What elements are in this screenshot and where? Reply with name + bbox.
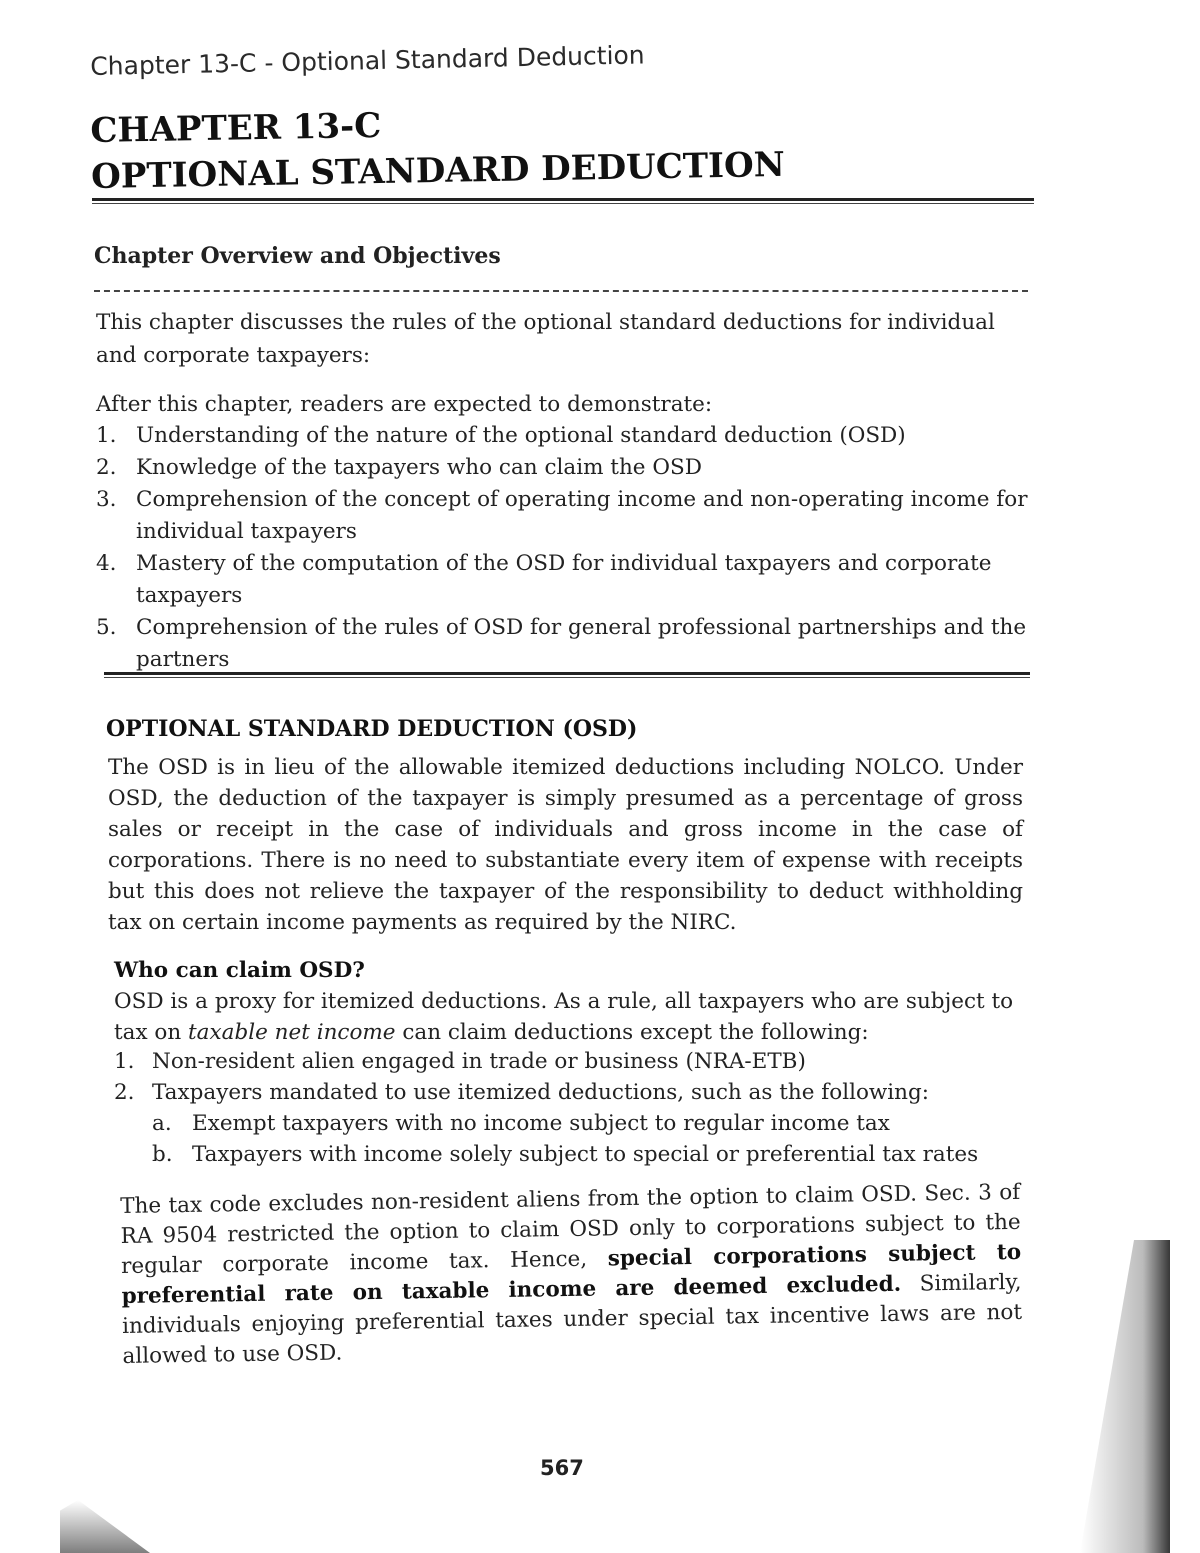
list-item: [114, 1046, 1024, 1077]
who-text-end: can claim deductions except the following:: [395, 1020, 869, 1045]
section-heading: OPTIONAL STANDARD DEDUCTION (OSD): [106, 716, 638, 742]
list-number: 1.: [96, 423, 117, 448]
running-header: Chapter 13-C - Optional Standard Deduction: [90, 40, 645, 81]
title-rule: [92, 198, 1034, 204]
exclusion-text-2: Similarly, individuals enjoying preferential taxes under special tax incentive laws are not allowed to use OSD.: [121, 1269, 1023, 1369]
who-paragraph: [114, 986, 1024, 1048]
list-text: Knowledge of the taxpayers who can claim the OSD: [136, 455, 702, 480]
who-heading: Who can claim OSD?: [114, 958, 365, 983]
list-text: Taxpayers mandated to use itemized deductions, such as the following:: [152, 1080, 930, 1105]
dashed-divider: [94, 290, 1028, 292]
chapter-name: OPTIONAL STANDARD DEDUCTION: [90, 144, 786, 197]
book-spine-shadow: [1080, 1240, 1170, 1553]
overview-rule: [104, 672, 1030, 678]
list-text: Exempt taxpayers with no income subject to regular income tax: [192, 1111, 890, 1136]
list-text: Mastery of the computation of the OSD for individual taxpayers and corporate taxpayers: [136, 551, 992, 608]
list-number: 2.: [96, 455, 117, 480]
list-text: Understanding of the nature of the optional standard deduction (OSD): [136, 423, 906, 448]
list-number: 5.: [96, 615, 117, 640]
list-number: 4.: [96, 551, 117, 576]
list-item: [96, 420, 1031, 452]
exclusion-text-bold: special corporations subject to preferential rate on taxable income are deemed excluded.: [121, 1239, 1022, 1309]
chapter-title: [90, 96, 785, 200]
sub-exclusions-list: [152, 1108, 1022, 1170]
list-number: 1.: [114, 1049, 135, 1074]
list-text: Comprehension of the rules of OSD for general professional partnerships and the partners: [136, 615, 1027, 672]
osd-paragraph: The OSD is in lieu of the allowable itemized deductions including NOLCO. Under OSD, the deduction of the taxpayer is simply presumed as a percentage of gross sales or receipt in the case of individuals and gross income in the case of corporations. There is no need to substantiate every item of expense with receipts but this does not relieve the taxpayer of the responsibility to deduct withholding tax on certain income payments as required by the NIRC.: [108, 755, 1023, 935]
exclusions-list: [114, 1046, 1024, 1108]
who-text-start: OSD is a proxy for itemized deductions. As a rule, all taxpayers who are subject to tax on: [114, 989, 1014, 1045]
list-letter: b.: [152, 1142, 173, 1167]
who-text-italic: taxable net income: [188, 1020, 396, 1045]
chapter-number: CHAPTER 13-C: [90, 105, 382, 151]
list-item: [114, 1077, 1024, 1108]
exclusion-text-1: The tax code excludes non-resident aliens from the option to claim OSD. Sec. 3 of RA 9504 restricted the option to claim OSD only to corporations subject to the regular corporate income tax. Hence,: [120, 1179, 1021, 1279]
list-item: [96, 548, 1031, 612]
objectives-lead: After this chapter, readers are expected to demonstrate:: [96, 392, 713, 417]
list-text: Comprehension of the concept of operating income and non-operating income for individual taxpayers: [136, 487, 1028, 544]
objectives-list: [96, 420, 1031, 676]
overview-heading: Chapter Overview and Objectives: [94, 243, 501, 269]
list-text: Non-resident alien engaged in trade or business (NRA-ETB): [152, 1049, 806, 1074]
list-item: [96, 484, 1031, 548]
list-item: [152, 1139, 1022, 1170]
exclusion-paragraph: [120, 1178, 1023, 1372]
list-item: [152, 1108, 1022, 1139]
page-curl-shadow: [60, 1500, 150, 1553]
list-item: [96, 612, 1031, 676]
overview-intro: This chapter discusses the rules of the optional standard deductions for individual and corporate taxpayers:: [96, 310, 995, 368]
list-letter: a.: [152, 1111, 172, 1136]
list-text: Taxpayers with income solely subject to special or preferential tax rates: [192, 1142, 979, 1167]
list-item: [96, 452, 1031, 484]
list-number: 2.: [114, 1080, 135, 1105]
list-number: 3.: [96, 487, 117, 512]
page-number: 567: [540, 1456, 584, 1480]
